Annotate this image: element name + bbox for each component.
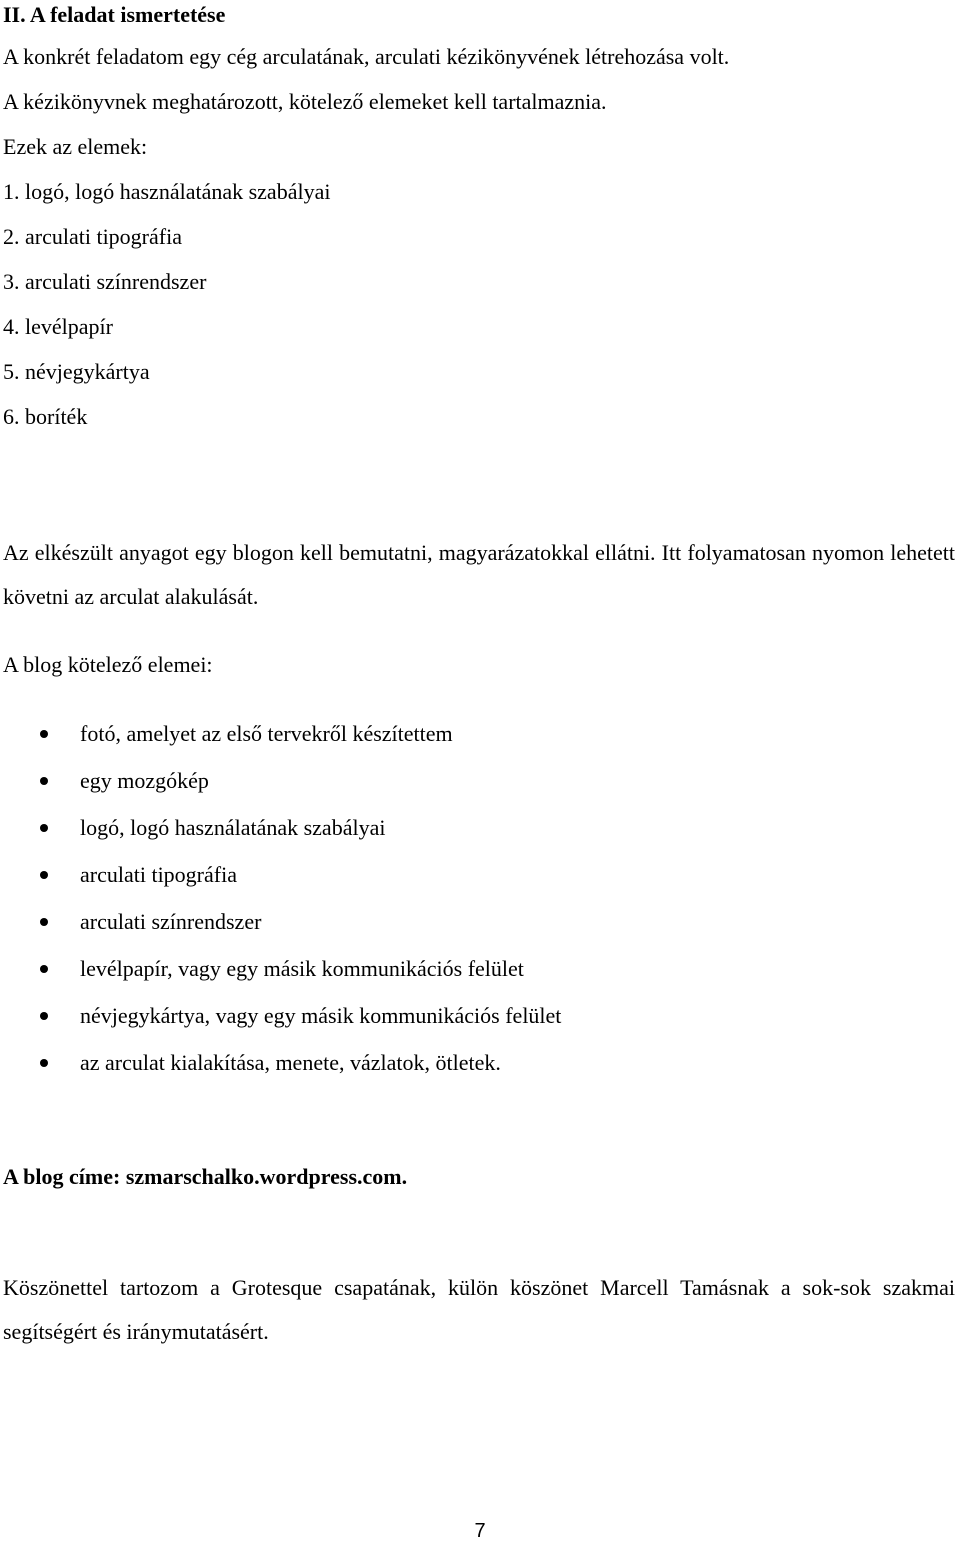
blog-title: A blog címe: szmarschalko.wordpress.com. <box>3 1164 408 1189</box>
bullet-icon <box>40 1059 48 1067</box>
intro-line-1: A konkrét feladatom egy cég arculatának, arculati kézikönyvének létrehozása volt. <box>3 44 730 69</box>
list-item: 1. logó, logó használatának szabályai <box>3 179 331 204</box>
section-heading: II. A feladat ismertetése <box>3 2 226 27</box>
bullet-icon <box>40 730 48 738</box>
bullet-icon <box>40 871 48 879</box>
list-item-text: az arculat kialakítása, menete, vázlatok, ötletek. <box>80 1050 501 1075</box>
list-item: 6. boríték <box>3 404 88 429</box>
page-number: 7 <box>474 1520 486 1542</box>
acknowledgement-paragraph: Köszönettel tartozom a Grotesque csapatának, külön köszönet Marcell Tamásnak a sok-sok szakmai segítségért és iránymutatásért. <box>3 1275 955 1344</box>
bullet-icon <box>40 918 48 926</box>
list-item: 4. levélpapír <box>3 314 113 339</box>
bullet-icon <box>40 1012 48 1020</box>
list-item-text: logó, logó használatának szabályai <box>80 815 386 840</box>
list-item-text: levélpapír, vagy egy másik kommunikációs felület <box>80 956 524 981</box>
bullet-icon <box>40 965 48 973</box>
list-item: 2. arculati tipográfia <box>3 224 182 249</box>
intro-line-3: Ezek az elemek: <box>3 134 148 159</box>
intro-line-2: A kézikönyvnek meghatározott, kötelező elemeket kell tartalmaznia. <box>3 89 607 114</box>
bullet-icon <box>40 777 48 785</box>
list-item-text: egy mozgókép <box>80 768 209 793</box>
blog-paragraph: Az elkészült anyagot egy blogon kell bemutatni, magyarázatokkal ellátni. Itt folyamatosan nyomon lehetett követni az arculat alakulását. <box>3 540 955 609</box>
blog-required-label: A blog kötelező elemei: <box>3 652 213 677</box>
bullet-icon <box>40 824 48 832</box>
list-item: 5. névjegykártya <box>3 359 150 384</box>
list-item-text: arculati tipográfia <box>80 862 237 887</box>
list-item-text: névjegykártya, vagy egy másik kommunikációs felület <box>80 1003 562 1028</box>
list-item-text: arculati színrendszer <box>80 909 262 934</box>
list-item-text: fotó, amelyet az első tervekről készítettem <box>80 721 453 746</box>
list-item: 3. arculati színrendszer <box>3 269 207 294</box>
